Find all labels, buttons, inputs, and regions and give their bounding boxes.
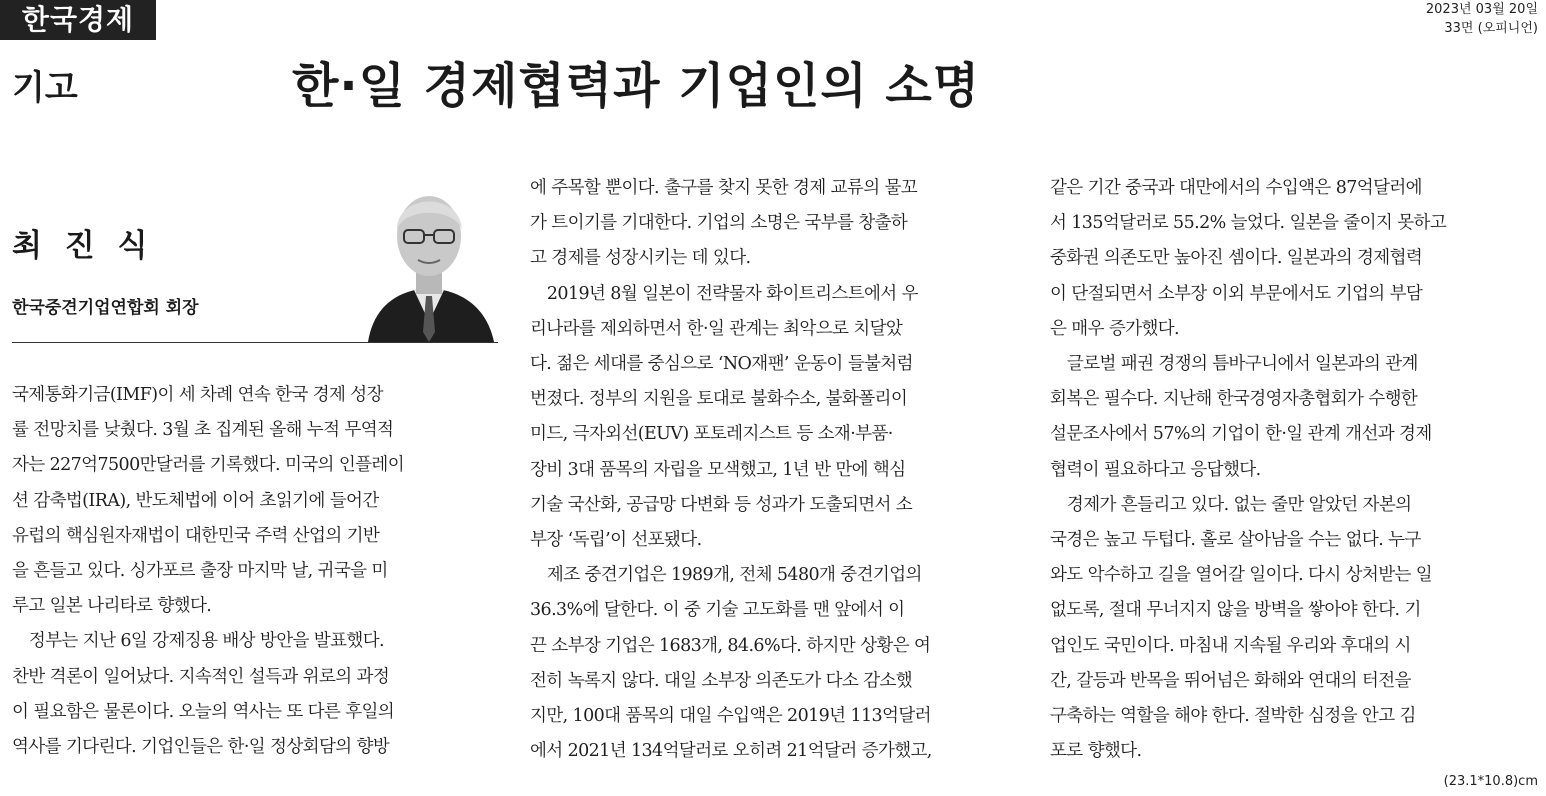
section-label: 기고 — [12, 68, 78, 108]
article-text-line: 리나라를 제외하면서 한·일 관계는 최악으로 치달았 — [530, 318, 903, 339]
article-text-line: 루고 일본 나리타로 향했다. — [12, 596, 212, 617]
article-text-line: 역사를 기다린다. 기업인들은 한·일 정상회담의 향방 — [12, 737, 390, 758]
article-text-line: 협력이 필요하다고 응답했다. — [1050, 459, 1261, 480]
author-title: 한국중견기업연합회 회장 — [12, 298, 199, 318]
article-text-line: 간, 갈등과 반목을 뛰어넘은 화해와 연대의 터전을 — [1050, 670, 1411, 691]
article-text-line: 장비 3대 품목의 자립을 모색했고, 1년 반 만에 핵심 — [530, 459, 906, 480]
article-text-line: 2019년 8월 일본이 전략물자 화이트리스트에서 우 — [530, 283, 918, 304]
article-text-line: 부장 ‘독립’이 선포됐다. — [530, 530, 702, 551]
article-text-line: 중화권 의존도만 높아진 셈이다. 일본과의 경제협력 — [1050, 248, 1423, 269]
article-text-line: 은 매우 증가했다. — [1050, 318, 1180, 339]
article-text-line: 포로 향했다. — [1050, 741, 1142, 762]
article-size-note: (23.1*10.8)cm — [1443, 774, 1538, 789]
article-column-3 — [1050, 171, 1540, 769]
newspaper-masthead: 한국경제 — [0, 0, 156, 40]
article-headline: 한·일 경제협력과 기업인의 소명 — [292, 58, 981, 114]
article-text-line: 업인도 국민이다. 마침내 지속될 우리와 후대의 시 — [1050, 635, 1411, 656]
author-divider — [12, 342, 498, 343]
article-text-line: 회복은 필수다. 지난해 한국경영자총협회가 수행한 — [1050, 389, 1418, 410]
article-text-line: 을 흔들고 있다. 싱가포르 출장 마지막 날, 귀국을 미 — [12, 561, 388, 582]
article-text-line: 이 단절되면서 소부장 이외 부문에서도 기업의 부담 — [1050, 283, 1423, 304]
article-text-line: 설문조사에서 57%의 기업이 한·일 관계 개선과 경제 — [1050, 424, 1432, 445]
article-text-line: 경제가 흔들리고 있다. 없는 줄만 알았던 자본의 — [1050, 494, 1412, 515]
article-text-line: 찬반 격론이 일어났다. 지속적인 설득과 위로의 과정 — [12, 666, 390, 687]
article-text-line: 전히 녹록지 않다. 대일 소부장 의존도가 다소 감소했 — [530, 670, 913, 691]
article-column-1 — [12, 378, 498, 765]
article-text-line: 다. 젊은 세대를 중심으로 ‘NO재팬’ 운동이 들불처럼 — [530, 354, 913, 375]
article-text-line: 지만, 100대 품목의 대일 수입액은 2019년 113억달러 — [530, 706, 931, 727]
author-name: 최 진 식 — [12, 228, 154, 264]
article-text-line: 구축하는 역할을 해야 한다. 절박한 심정을 안고 김 — [1050, 706, 1416, 727]
article-text-line: 서 135억달러로 55.2% 늘었다. 일본을 줄이지 못하고 — [1050, 213, 1447, 234]
article-text-line: 글로벌 패권 경쟁의 틈바구니에서 일본과의 관계 — [1050, 354, 1418, 375]
article-text-line: 고 경제를 성장시키는 데 있다. — [530, 248, 751, 269]
publication-date: 2023년 03월 20일 — [1425, 2, 1538, 17]
article-text-line: 국경은 높고 두텁다. 홀로 살아남을 수는 없다. 누구 — [1050, 530, 1421, 551]
article-text-line: 에 주목할 뿐이다. 출구를 찾지 못한 경제 교류의 물꼬 — [530, 178, 918, 198]
article-text-line: 에서 2021년 134억달러로 오히려 21억달러 증가했고, — [530, 741, 932, 762]
article-text-line: 같은 기간 중국과 대만에서의 수입액은 87억달러에 — [1050, 178, 1422, 198]
article-text-line: 번졌다. 정부의 지원을 토대로 불화수소, 불화폴리이 — [530, 389, 908, 410]
article-text-line: 정부는 지난 6일 강제징용 배상 방안을 발표했다. — [12, 631, 384, 652]
publication-meta — [1426, 0, 1538, 38]
article-text-line: 가 트이기를 기대한다. 기업의 소명은 국부를 창출하 — [530, 213, 908, 234]
article-text-line: 제조 중견기업은 1989개, 전체 5480개 중견기업의 — [530, 565, 922, 586]
author-portrait-icon — [360, 172, 498, 342]
article-text-line: 션 감축법(IRA), 반도체법에 이어 초읽기에 들어간 — [12, 490, 379, 511]
article-text-line: 유럽의 핵심원자재법이 대한민국 주력 산업의 기반 — [12, 525, 380, 546]
article-text-line: 자는 227억7500만달러를 기록했다. 미국의 인플레이 — [12, 455, 405, 476]
article-text-line: 률 전망치를 낮췄다. 3월 초 집계된 올해 누적 무역적 — [12, 420, 394, 441]
article-column-2 — [530, 171, 1020, 769]
article-text-line: 이 필요함은 물론이다. 오늘의 역사는 또 다른 후일의 — [12, 701, 395, 722]
article-text-line: 와도 악수하고 길을 열어갈 일이다. 다시 상처받는 일 — [1050, 565, 1433, 586]
article-text-line: 36.3%에 달한다. 이 중 기술 고도화를 맨 앞에서 이 — [530, 600, 905, 621]
article-text-line: 국제통화기금(IMF)이 세 차례 연속 한국 경제 성장 — [12, 385, 383, 405]
article-text-line: 미드, 극자외선(EUV) 포토레지스트 등 소재·부품· — [530, 424, 893, 445]
article-text-line: 끈 소부장 기업은 1683개, 84.6%다. 하지만 상황은 여 — [530, 635, 931, 656]
article-text-line: 기술 국산화, 공급망 다변화 등 성과가 도출되면서 소 — [530, 494, 913, 515]
page-section: 33면 (오피니언) — [1444, 21, 1538, 36]
article-text-line: 없도록, 절대 무너지지 않을 방벽을 쌓아야 한다. 기 — [1050, 600, 1421, 621]
